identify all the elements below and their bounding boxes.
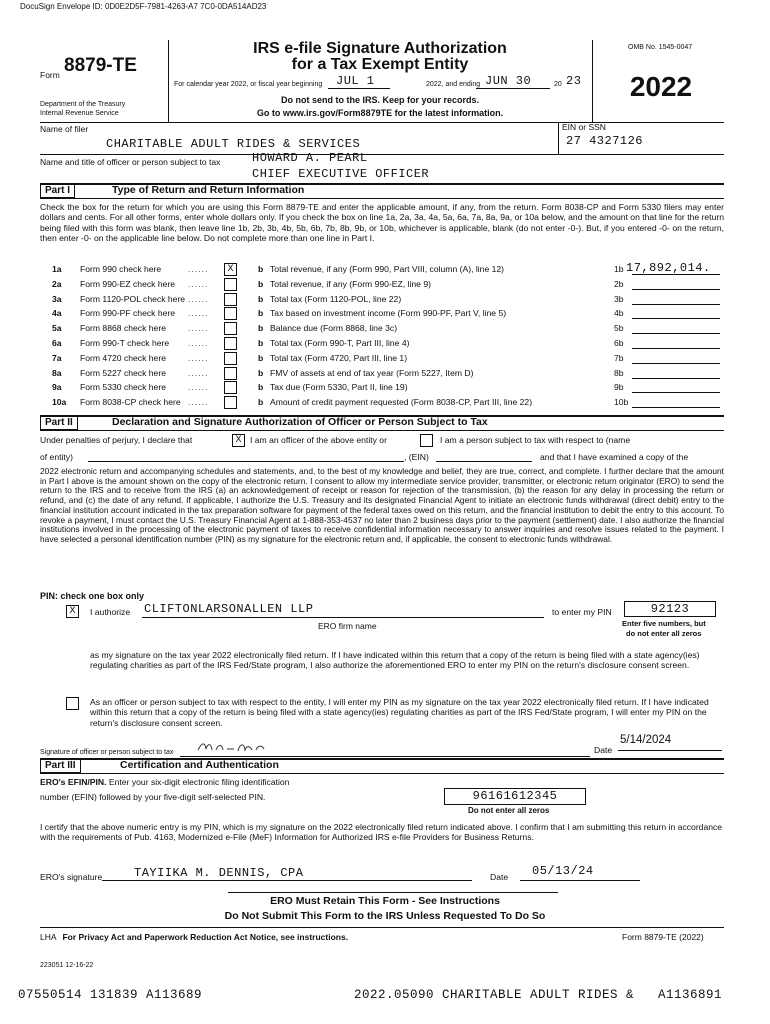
line-letter-b: b [258, 278, 264, 289]
form-check-label: Form 990 check here [80, 264, 162, 274]
form-prefix: Form [40, 70, 60, 80]
dept-line2: Internal Revenue Service [40, 110, 119, 117]
line-number-b: 10b [614, 397, 629, 408]
line-amount[interactable]: 17,892,014. [626, 261, 711, 275]
form-checkbox[interactable] [224, 322, 237, 335]
certify-text: I certify that the above numeric entry is my PIN, which is my signature on the 2022 electronically filed return indicated above. I confirm that I am submitting this return in accordance with the requirements of Pub. 4163, Modernized e-File (MeF) Information for Authorized IRS e-file Providers for Business Returns. [40, 822, 723, 843]
part1-label: Part I [40, 184, 75, 198]
leader-dots: ...... [188, 382, 209, 393]
line-description: Total revenue, if any (Form 990, Part VIII, column (A), line 12) [270, 264, 505, 274]
ero-efin-pin[interactable]: 96161612345 [444, 788, 586, 805]
line-letter-b: b [258, 367, 264, 378]
form-check-label: Form 990-T check here [80, 338, 170, 348]
part3-title: Certification and Authentication [120, 759, 279, 771]
part2-title: Declaration and Signature Authorization of Officer or Person Subject to Tax [112, 416, 488, 428]
line-number-a: 10a [52, 397, 67, 408]
line-letter-b: b [258, 338, 264, 348]
form-check-label: Form 5227 check here [80, 367, 166, 378]
examined-text: and that I have examined a copy of the [540, 452, 689, 462]
line-letter-b: b [258, 264, 264, 274]
signature-label: Signature of officer or person subject to tax [40, 749, 174, 756]
form-checkbox[interactable] [224, 293, 237, 306]
line-number-a: 6a [52, 338, 62, 348]
line-letter-b: b [258, 352, 264, 363]
filer-name-label: Name of filer [40, 124, 89, 134]
signature-date[interactable]: 5/14/2024 [620, 734, 672, 746]
form-checkbox[interactable] [224, 278, 237, 291]
form-checkbox[interactable] [224, 381, 237, 394]
docusign-envelope-id: DocuSign Envelope ID: 0D0E2D5F-7981-4263-A7 7C0-0DA514AD23 [20, 2, 267, 11]
form-check-label: Form 5330 check here [80, 382, 166, 393]
ein-paren: , (EIN) [404, 452, 429, 462]
ero-name[interactable]: TAYIIKA M. DENNIS, CPA [134, 866, 304, 880]
leader-dots: ...... [188, 367, 209, 378]
part3-label: Part III [40, 759, 81, 773]
ein-value[interactable]: 27 4327126 [566, 134, 644, 148]
bottom-left-id: 07550514 131839 A113689 [18, 988, 203, 1002]
header-divider-right [592, 40, 593, 122]
form-check-label: Form 1120-POL check here [80, 293, 186, 304]
efin-label-bold: ERO's EFIN/PIN. [40, 777, 107, 787]
notice-irs-link[interactable]: Go to www.irs.gov/Form8879TE for the latest information. [256, 108, 504, 118]
form-checkbox[interactable] [224, 396, 237, 409]
officer-name[interactable]: HOWARD A. PEARL [252, 151, 368, 165]
leader-dots: ...... [188, 293, 209, 304]
line-number-b: 9b [614, 382, 624, 393]
of-entity: of entity) [40, 452, 73, 462]
ein-label: EIN or SSN [562, 122, 606, 132]
form-check-label: Form 4720 check here [80, 352, 166, 363]
leader-dots: ...... [188, 397, 209, 408]
part1-title: Type of Return and Return Information [112, 184, 305, 196]
line-description: Total tax (Form 990-T, Part III, line 4) [270, 338, 410, 348]
officer-pin[interactable]: 92123 [624, 601, 716, 617]
line-letter-b: b [258, 382, 264, 393]
form-check-label: Form 990-PF check here [80, 308, 176, 319]
line-number-a: 4a [52, 308, 62, 319]
part2-label: Part II [40, 416, 78, 430]
form-reference: Form 8879-TE (2022) [622, 932, 704, 942]
officer-checkbox-label: I am an officer of the above entity or [250, 435, 387, 445]
authorize-text: as my signature on the tax year 2022 electronically filed return. If I have indicated within this return that a copy of the return is being filed with a state agency(ies) regulating charities as part of the IRS Fed/State program, I also authorize the aforementioned ERO to enter my PIN on the return's disclosure consent screen. [90, 650, 700, 671]
form-check-label: Form 990-EZ check here [80, 278, 176, 289]
self-enter-checkbox[interactable] [66, 697, 79, 710]
line-letter-b: b [258, 323, 264, 334]
form-checkbox[interactable] [224, 307, 237, 320]
ero-firm-label: ERO firm name [318, 621, 377, 631]
retain-notice: ERO Must Retain This Form - See Instructions [270, 895, 500, 907]
line-number-b: 1b [614, 264, 624, 274]
ero-date[interactable]: 05/13/24 [532, 864, 594, 878]
line-number-a: 2a [52, 278, 62, 289]
line-letter-b: b [258, 308, 264, 319]
pin-note2: do not enter all zeros [626, 629, 702, 638]
tax-year: 2022 [629, 71, 693, 102]
leader-dots: ...... [188, 264, 209, 274]
line-description: Total revenue, if any (Form 990-EZ, line 9) [270, 278, 431, 289]
privacy-notice: For Privacy Act and Paperwork Reduction Act Notice, see instructions. [62, 932, 349, 942]
line-description: FMV of assets at end of tax year (Form 5227, Item D) [270, 367, 474, 378]
leader-dots: ...... [188, 338, 209, 348]
ero-firm-name[interactable]: CLIFTONLARSONALLEN LLP [144, 602, 314, 616]
leader-dots: ...... [188, 308, 209, 319]
ending-text: 2022, and ending [426, 81, 481, 88]
signature-date-label: Date [594, 745, 613, 755]
declaration-text: 2022 electronic return and accompanying schedules and statements, and, to the best of my knowledge and belief, they are true, correct, and complete. I further declare that the amount in Part I above is the amount shown on the copy of the electronic return. I consent to allow my intermediate service provider, transmitter, or electronic return originator (ERO) to send the return to the IRS and to receive from the IRS (a) an acknowledgement of receipt or reason for rejection of the transmission, (b) the reason for any delay in processing the return or refund, and (c) the date of any refund. If applicable, I authorize the U.S. Treasury and its designated Financial Agent to initiate an electronic funds withdrawal (direct debit) entry to the financial institution account indicated in the tax preparation software for payment of the federal taxes owed on this return, and the financial institution to debit the entry to this account. To revoke a payment, I must contact the U.S. Treasury Financial Agent at 1-888-353-4537 no later than 2 business days prior to the payment (settlement) date. I also authorize the financial institutions involved in the processing of the electronic payment of taxes to receive confidential information necessary to answer inquiries and resolve issues related to the payment. I have selected a personal identification number (PIN) as my signature for the electronic return and, if applicable, the consent to electronic funds withdrawal. [40, 466, 724, 544]
officer-title[interactable]: CHIEF EXECUTIVE OFFICER [252, 167, 430, 181]
self-enter-text: As an officer or person subject to tax with respect to the entity, I will enter my PIN as my signature on the tax year 2022 electronically filed return. If I have indicated within this return that a copy of the return is being filed with a state agency(ies) regulating charities as part of the IRS Fed/State program, I will enter my PIN on the return's disclosure consent screen. [90, 697, 709, 728]
officer-label: Name and title of officer or person subject to tax [40, 157, 221, 167]
form-title-line2: for a Tax Exempt Entity [291, 56, 469, 73]
efin-label: Enter your six-digit electronic filing identification [108, 777, 290, 787]
line-number-a: 7a [52, 352, 62, 363]
line-number-a: 3a [52, 293, 62, 304]
line-description: Tax based on investment income (Form 990-PF, Part V, line 5) [270, 308, 507, 319]
leader-dots: ...... [188, 352, 209, 363]
entity-name-field[interactable] [88, 461, 404, 462]
part1-instructions: Check the box for the return for which you are using this Form 8879-TE and enter the applicable amount, if any, from the return. Form 8038-CP and Form 5330 filers may enter dollars and cents. For all other forms, enter whole dollars only. If you check the box on line 1a, 2a, 3a, 4a, 5a, 6a, 7a, 8a, 9a, or 10a below, and the amount on that line for the return being filed with this form was blank, then leave line 1b, 2b, 3b, 4b, 5b, 6b, 7b, 8b, 9b, or 10b, whichever is applicable, blank (do not enter -0-). But, if you entered -0- on the return, then enter -0- on the applicable line below. Do not complete more than one line in Part I. [40, 202, 724, 244]
end-year-prefix: 20 [554, 81, 562, 88]
officer-checkbox[interactable]: X [232, 434, 245, 447]
line-number-b: 7b [614, 352, 624, 363]
form-check-label: Form 8868 check here [80, 323, 166, 334]
line-number-a: 9a [52, 382, 62, 393]
form-check-label: Form 8038-CP check here [80, 397, 181, 408]
efin-label-line2: number (EFIN) followed by your five-digit self-selected PIN. [40, 792, 266, 802]
person-checkbox[interactable] [420, 434, 433, 447]
line-number-b: 6b [614, 338, 624, 348]
entity-ein-field[interactable] [436, 461, 532, 462]
line-number-a: 5a [52, 323, 62, 334]
notice-do-not-send: Do not send to the IRS. Keep for your records. [280, 95, 480, 105]
line-description: Amount of credit payment requested (Form 8038-CP, Part III, line 22) [270, 397, 533, 408]
pin-heading: PIN: check one box only [40, 591, 145, 601]
header-divider-left [168, 40, 169, 122]
end-year[interactable]: 23 [566, 74, 582, 88]
line-number-b: 5b [614, 323, 624, 334]
perjury-prefix: Under penalties of perjury, I declare that [40, 435, 193, 445]
end-date[interactable]: JUN 30 [485, 74, 532, 88]
efin-note: Do not enter all zeros [468, 806, 550, 815]
line-letter-b: b [258, 293, 264, 304]
person-checkbox-label: I am a person subject to tax with respect to (name [440, 435, 631, 445]
form-title-line1: IRS e-file Signature Authorization [253, 40, 507, 57]
line-number-a: 1a [52, 264, 62, 274]
omb-number: OMB No. 1545-0047 [628, 44, 693, 51]
ero-signature-label: ERO's signature [40, 872, 103, 882]
form-checkbox[interactable] [224, 367, 237, 380]
form-code: 223051 12-16-22 [40, 962, 94, 969]
bottom-right-id: 2022.05090 CHARITABLE ADULT RIDES & A1136891 [354, 988, 723, 1002]
form-checkbox[interactable] [224, 337, 237, 350]
line-description: Total tax (Form 1120-POL, line 22) [270, 293, 402, 304]
i-authorize: I authorize [90, 607, 131, 617]
line-description: Balance due (Form 8868, line 3c) [270, 323, 398, 334]
form-checkbox[interactable] [224, 352, 237, 365]
tax-year-text: For calendar year 2022, or fiscal year beginning [174, 81, 323, 88]
line-number-b: 2b [614, 278, 624, 289]
filer-name[interactable]: CHARITABLE ADULT RIDES & SERVICES [106, 137, 361, 151]
begin-date[interactable]: JUL 1 [336, 74, 375, 88]
line-number-b: 4b [614, 308, 624, 319]
form-number: 8879-TE [64, 55, 137, 76]
ero-date-label: Date [490, 872, 509, 882]
do-not-submit-notice: Do Not Submit This Form to the IRS Unless Requested To Do So [224, 910, 546, 922]
line-letter-b: b [258, 397, 264, 408]
line-description: Tax due (Form 5330, Part II, line 19) [270, 382, 408, 393]
line-description: Total tax (Form 4720, Part III, line 1) [270, 352, 408, 363]
leader-dots: ...... [188, 323, 209, 334]
line-number-b: 3b [614, 293, 624, 304]
leader-dots: ...... [188, 278, 209, 289]
lha-prefix: LHA [40, 932, 57, 942]
line-number-a: 8a [52, 367, 62, 378]
pin-note1: Enter five numbers, but [622, 619, 706, 628]
to-enter-pin: to enter my PIN [552, 607, 612, 617]
authorize-ero-checkbox[interactable]: X [66, 605, 79, 618]
form-checkbox[interactable]: X [224, 263, 237, 276]
dept-line1: Department of the Treasury [40, 101, 126, 108]
line-number-b: 8b [614, 367, 624, 378]
